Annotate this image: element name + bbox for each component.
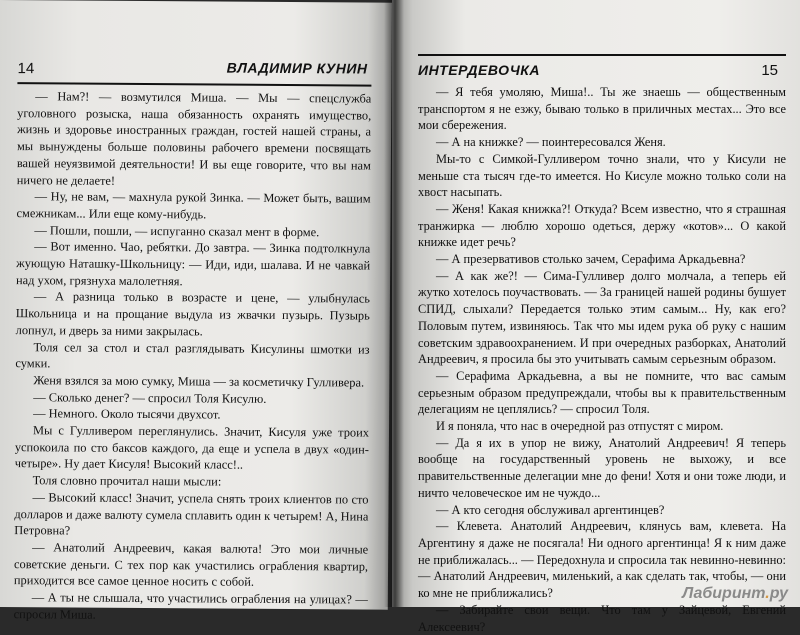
right-page-text	[418, 84, 786, 635]
paragraph: — Женя! Какая книжка?! Откуда? Всем известно, что я страшная транжирка — люблю хорошо одеться, держу «котов»... О какой книжке идет речь?	[418, 201, 786, 250]
watermark-tld: ру	[769, 585, 788, 602]
paragraph: — Сколько денег? — спросил Толя Кисулю.	[33, 389, 267, 406]
paragraph: — Да я их в упор не вижу, Анатолий Андреевич! Я теперь вообще на государственный уровень не выхожу, и все правительственные делегации мне до фени! Хотя и они тоже люди, и ничто человеческое им не чуждо...	[418, 435, 786, 500]
paragraph: Толя сел за стол и стал разглядывать Кисулины шмотки из сумки.	[15, 339, 370, 371]
paragraph: — Нам?! — возмутился Миша. — Мы — спецслужба уголовного розыска, наша обязанность охранять имущество, жизнь и здоровье иностранных граждан, гостей нашей страны, а мы вынуждены больше половины рабочего времени посвящать вашей неуязвимой деятельности! И вы еще говорите, что вы нам ничего не делаете!	[16, 89, 372, 188]
watermark-dot: .	[765, 585, 770, 602]
paragraph: — Забирайте свои вещи. Что там у Зайцевой, Евгений Алексеевич?	[418, 602, 786, 634]
watermark-logo	[682, 585, 788, 603]
paragraph: — Клевета. Анатолий Андреевич, клянусь вам, клевета. На Аргентину я даже не посягала! Ни одного аргентинца! Я к ним даже не приближалась... — Передохнула и спросила так невинно-невинно: — Анатолий Андреевич, миленький, а как сделать так, чтобы, — они ко мне не приближались?	[418, 519, 786, 601]
paragraph: Мы-то с Симкой-Гулливером точно знали, что у Кисули не меньше ста тысяч где-то имеется. Но Кисуле можно только соли на хвост насыпать.	[418, 151, 786, 200]
paragraph: И я поняла, что нас в очередной раз отпустят с миром.	[436, 419, 724, 434]
left-running-head	[17, 48, 371, 86]
paragraph: — А как же?! — Сима-Гулливер долго молчала, а теперь ей жутко хотелось поучаствовать. — За границей нашей родины бушует СПИД, слыхали? Передается только этим самым... Ну, как его? Половым путем, извиняюсь. Так что мы идем рука об руку с нашим советским здравоохранением. И при очередных разборках, Анатолий Андреевич, я просила бы это учитывать самым серьезным образом.	[418, 268, 786, 367]
paragraph: — Пошли, пошли, — испуганно сказал мент в форме.	[34, 222, 320, 239]
paragraph: — А на книжке? — поинтересовался Женя.	[436, 135, 666, 150]
paragraph: — Серафима Аркадьевна, а вы не помните, что вас самым серьезным образом предупреждали, чтобы вы к правительственным делегациям не цеплялись? — спросил Толя.	[418, 368, 786, 417]
paragraph: — А кто сегодня обслуживал аргентинцев?	[436, 502, 665, 517]
paragraph: — А разница только в возрасте и цене, — улыбнулась Школьница и на прощание выдула из жвачки пузырь. Пузырь лопнул, и дверь за ними закрылась.	[15, 289, 370, 339]
paragraph: — Ну, не вам, — махнула рукой Зинка. — Может быть, вашим смежникам... Или еще кому-нибудь.	[16, 189, 371, 222]
paragraph: — А презервативов столько зачем, Серафима Аркадьевна?	[436, 252, 746, 267]
watermark-main: Лабиринт	[682, 585, 766, 602]
left-page-text	[14, 88, 372, 625]
paragraph: — Немного. Около тысячи двухсот.	[33, 406, 221, 422]
right-page	[392, 0, 800, 634]
paragraph: — А ты не слышала, что участились ограбления на улицах? — спросил Миша.	[13, 590, 368, 622]
page-number-right: 15	[761, 62, 778, 79]
page-number-left: 14	[17, 60, 35, 78]
paragraph: — Анатолий Андреевич, какая валюта! Это мои личные советские деньги. С тех пор как участились ограбления квартир, приходится все самое ценное носить с собой.	[13, 540, 369, 590]
paragraph: — Я тебя умоляю, Миша!.. Ты же знаешь — общественным транспортом я не езжу, бываю только в приличных местах... Это все мои сбережения.	[418, 85, 786, 133]
author-name: ВЛАДИМИР КУНИН	[226, 59, 368, 77]
paragraph: Женя взялся за мою сумку, Миша — за косметичку Гулливера.	[33, 373, 365, 390]
paragraph: — Вот именно. Чао, ребятки. До завтра. — Зинка подтолкнула жующую Наташку-Школьницу: — Иди, иди, шалава. И не чавкай над ухом, грязнуха малолетняя.	[15, 239, 371, 289]
paragraph: — Высокий класс! Значит, успела снять троих клиентов по сто долларов и даже валюту сумела сплавить один к четырем! А, Нина Петровна?	[14, 490, 369, 538]
paragraph: Толя словно прочитал наши мысли:	[32, 473, 222, 489]
left-page	[0, 0, 392, 622]
right-running-head	[418, 54, 786, 82]
paragraph: Мы с Гулливером переглянулись. Значит, Кисуля уже троих успокоила по сто баксов каждого, да еще и успела в двух «один-четыре». Ну дает Кисуля! Высокий класс!..	[14, 423, 370, 473]
book-title: ИНТЕРДЕВОЧКА	[418, 62, 540, 78]
